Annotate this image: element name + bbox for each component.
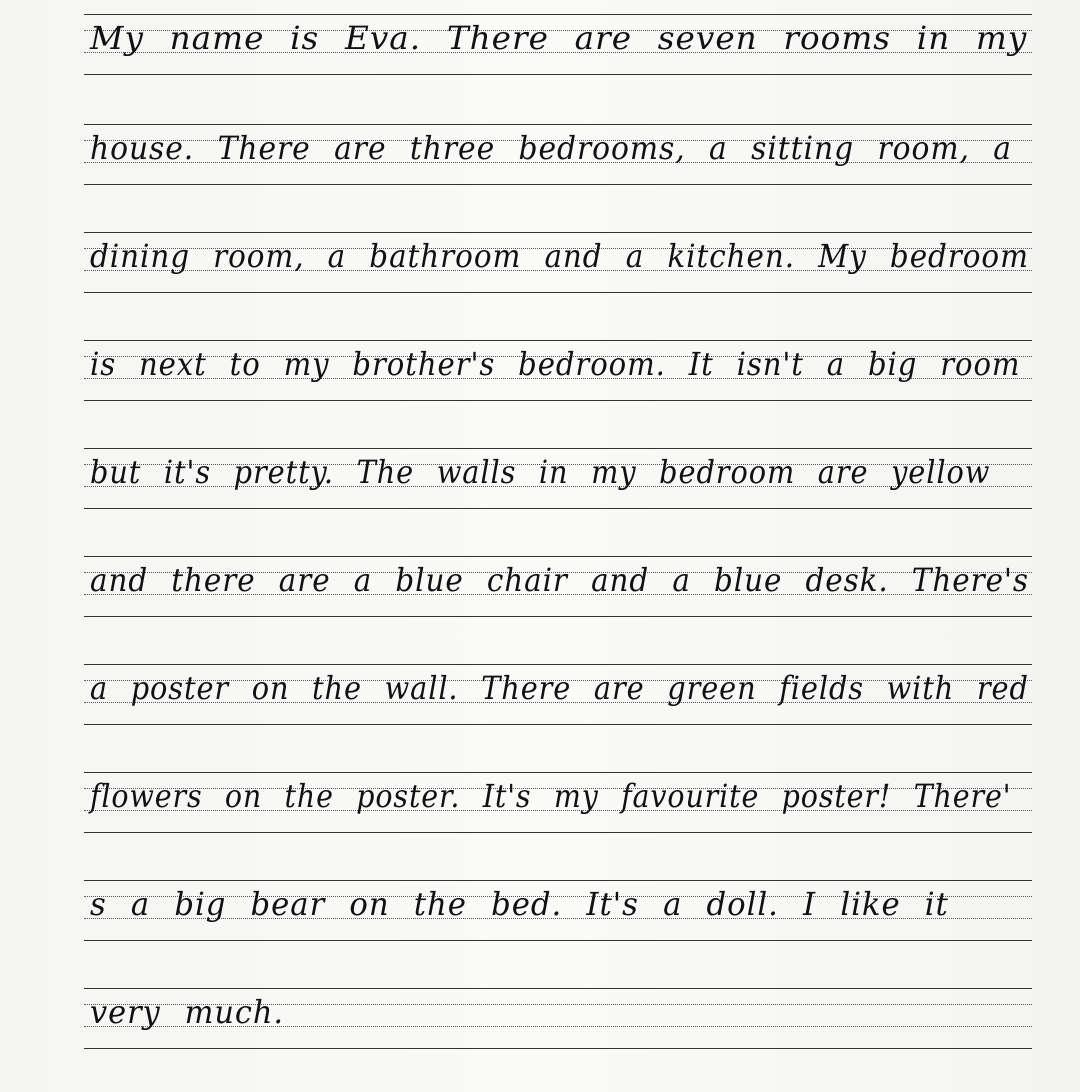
handwritten-text-line: dining room, a bathroom and a kitchen. My bedroom (90, 237, 1029, 275)
handwritten-text-line: house. There are three bedrooms, a sitting room, a (90, 129, 1012, 167)
handwritten-text-line: and there are a blue chair and a blue desk. There's (90, 561, 1029, 599)
handwritten-text-line: is next to my brother's bedroom. It isn't a big room (90, 345, 1021, 383)
writing-line-1 (84, 14, 1032, 74)
writing-line-7 (84, 664, 1032, 724)
handwritten-text-line: s a big bear on the bed. It's a doll. I like it (90, 885, 949, 923)
writing-line-4 (84, 340, 1032, 400)
handwritten-text-line: very much. (90, 993, 285, 1031)
writing-line-5 (84, 448, 1032, 508)
handwritten-text-line: flowers on the poster. It's my favourite poster! There' (90, 777, 1012, 815)
writing-line-6 (84, 556, 1032, 616)
handwritten-text-line: but it's pretty. The walls in my bedroom are yellow (90, 453, 991, 491)
handwritten-text-line: a poster on the wall. There are green fields with red (90, 669, 1029, 707)
writing-line-10 (84, 988, 1032, 1048)
writing-line-8 (84, 772, 1032, 832)
writing-line-2 (84, 124, 1032, 184)
writing-line-3 (84, 232, 1032, 292)
writing-line-9 (84, 880, 1032, 940)
handwritten-text-line: My name is Eva. There are seven rooms in my (90, 19, 1028, 57)
